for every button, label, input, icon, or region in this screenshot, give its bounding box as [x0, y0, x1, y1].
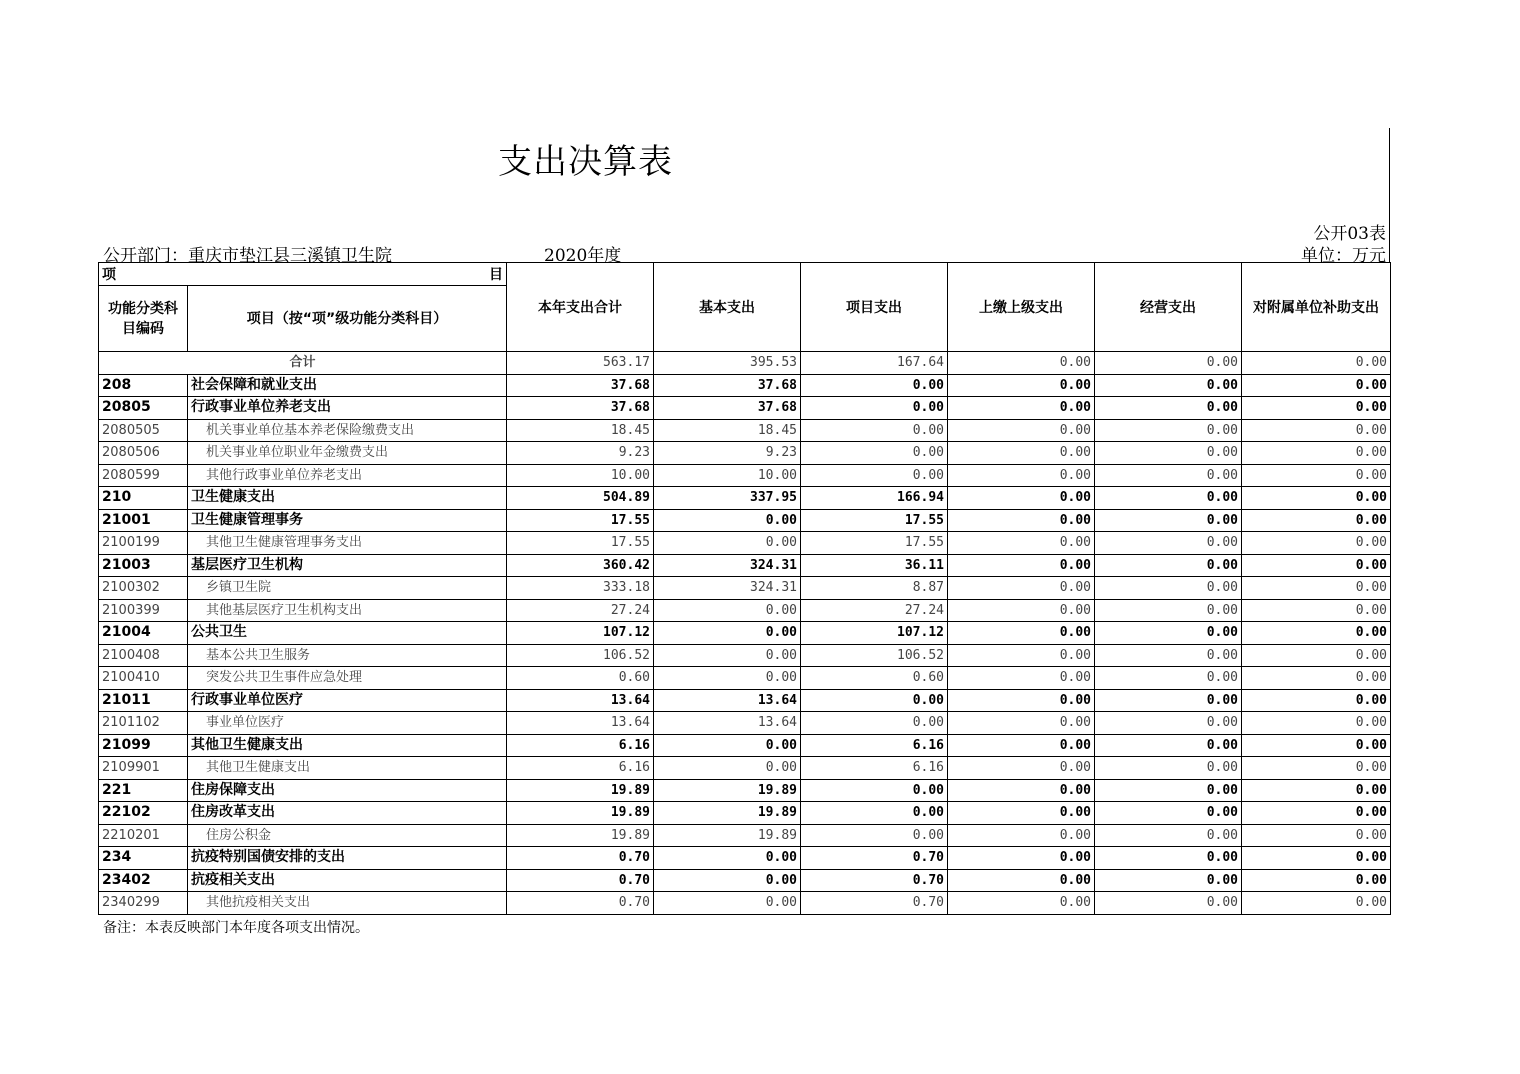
row-value: 0.00	[948, 734, 1095, 757]
row-value: 10.00	[654, 464, 801, 487]
row-value: 337.95	[654, 487, 801, 510]
col-header-subsidy: 对附属单位补助支出	[1242, 263, 1391, 352]
item-header-xiang: 项	[102, 267, 116, 283]
row-value: 8.87	[801, 577, 948, 600]
row-value: 0.00	[948, 757, 1095, 780]
page-title: 支出决算表	[498, 142, 673, 182]
col-header-name: 项目（按“项”级功能分类科目）	[188, 286, 507, 352]
table-row	[99, 779, 1391, 802]
total-cell: 0.00	[948, 352, 1095, 375]
row-value: 0.00	[801, 442, 948, 465]
row-value: 0.70	[507, 847, 654, 870]
row-name: 突发公共卫生事件应急处理	[188, 667, 507, 690]
table-row	[99, 487, 1391, 510]
row-value: 37.68	[507, 374, 654, 397]
row-value: 37.68	[654, 397, 801, 420]
row-value: 0.00	[801, 374, 948, 397]
row-value: 0.00	[1095, 689, 1242, 712]
row-value: 0.00	[654, 892, 801, 915]
row-code: 2101102	[99, 712, 188, 735]
row-name: 其他卫生健康支出	[188, 757, 507, 780]
row-value: 0.00	[801, 712, 948, 735]
row-code: 21011	[99, 689, 188, 712]
row-value: 0.60	[801, 667, 948, 690]
row-code: 2109901	[99, 757, 188, 780]
row-value: 0.00	[948, 892, 1095, 915]
row-code: 2100199	[99, 532, 188, 555]
row-value: 360.42	[507, 554, 654, 577]
row-value: 18.45	[507, 419, 654, 442]
row-value: 19.89	[654, 779, 801, 802]
row-value: 0.00	[1095, 554, 1242, 577]
row-value: 0.00	[1242, 892, 1391, 915]
row-value: 10.00	[507, 464, 654, 487]
row-value: 0.00	[948, 374, 1095, 397]
row-value: 0.00	[948, 577, 1095, 600]
footnote: 备注：本表反映部门本年度各项支出情况。	[103, 920, 369, 936]
row-value: 0.00	[948, 509, 1095, 532]
row-name: 乡镇卫生院	[188, 577, 507, 600]
row-value: 333.18	[507, 577, 654, 600]
row-code: 21004	[99, 622, 188, 645]
col-header-operating: 经营支出	[1095, 263, 1242, 352]
row-value: 19.89	[507, 802, 654, 825]
row-value: 0.00	[948, 644, 1095, 667]
table-row	[99, 577, 1391, 600]
total-cell: 395.53	[654, 352, 801, 375]
row-code: 2100408	[99, 644, 188, 667]
row-name: 社会保障和就业支出	[188, 374, 507, 397]
table-row	[99, 802, 1391, 825]
row-name: 机关事业单位基本养老保险缴费支出	[188, 419, 507, 442]
row-value: 0.00	[1242, 554, 1391, 577]
row-value: 19.89	[507, 779, 654, 802]
table-row	[99, 509, 1391, 532]
table-row	[99, 892, 1391, 915]
row-name: 其他基层医疗卫生机构支出	[188, 599, 507, 622]
row-value: 6.16	[801, 734, 948, 757]
row-value: 0.00	[948, 779, 1095, 802]
row-value: 0.00	[1242, 847, 1391, 870]
row-value: 0.00	[654, 847, 801, 870]
table-row	[99, 532, 1391, 555]
department-label: 公开部门：重庆市垫江县三溪镇卫生院	[103, 246, 392, 266]
table-row	[99, 824, 1391, 847]
row-value: 0.00	[1242, 487, 1391, 510]
row-value: 17.55	[507, 509, 654, 532]
row-value: 0.00	[948, 802, 1095, 825]
row-value: 0.00	[1242, 712, 1391, 735]
row-value: 0.70	[507, 892, 654, 915]
row-value: 107.12	[507, 622, 654, 645]
row-value: 107.12	[801, 622, 948, 645]
row-value: 0.00	[948, 599, 1095, 622]
row-value: 0.00	[1095, 667, 1242, 690]
row-code: 20805	[99, 397, 188, 420]
row-name: 其他卫生健康支出	[188, 734, 507, 757]
row-value: 0.00	[948, 419, 1095, 442]
col-header-code: 功能分类科目编码	[99, 286, 188, 352]
total-cell: 167.64	[801, 352, 948, 375]
row-value: 13.64	[507, 689, 654, 712]
row-value: 13.64	[654, 689, 801, 712]
row-value: 0.00	[948, 824, 1095, 847]
row-value: 0.00	[1095, 577, 1242, 600]
row-value: 0.00	[1242, 622, 1391, 645]
row-value: 37.68	[654, 374, 801, 397]
row-value: 0.00	[654, 757, 801, 780]
table-row	[99, 442, 1391, 465]
item-header-mu: 目	[489, 267, 503, 283]
table-row	[99, 644, 1391, 667]
row-value: 0.00	[654, 644, 801, 667]
table-row	[99, 374, 1391, 397]
row-code: 23402	[99, 869, 188, 892]
total-cell: 0.00	[1095, 352, 1242, 375]
row-value: 0.00	[1242, 509, 1391, 532]
row-value: 0.00	[1095, 824, 1242, 847]
row-value: 0.00	[654, 622, 801, 645]
row-value: 0.00	[948, 464, 1095, 487]
table-row	[99, 464, 1391, 487]
row-name: 抗疫特别国债安排的支出	[188, 847, 507, 870]
total-cell: 563.17	[507, 352, 654, 375]
total-row	[99, 352, 1391, 375]
total-cell: 0.00	[1242, 352, 1391, 375]
row-value: 324.31	[654, 577, 801, 600]
row-value: 0.00	[1242, 802, 1391, 825]
row-value: 0.00	[654, 667, 801, 690]
row-name: 行政事业单位养老支出	[188, 397, 507, 420]
row-value: 0.00	[1095, 622, 1242, 645]
row-value: 0.00	[1242, 869, 1391, 892]
row-value: 0.00	[801, 689, 948, 712]
col-header-basic: 基本支出	[654, 263, 801, 352]
table-row	[99, 712, 1391, 735]
row-value: 166.94	[801, 487, 948, 510]
row-value: 0.00	[1242, 644, 1391, 667]
fiscal-year: 2020年度	[544, 246, 622, 266]
row-value: 0.00	[1095, 802, 1242, 825]
row-value: 0.00	[1095, 892, 1242, 915]
row-value: 0.00	[801, 464, 948, 487]
row-value: 0.00	[1095, 419, 1242, 442]
row-value: 0.00	[1095, 487, 1242, 510]
row-value: 0.00	[1242, 779, 1391, 802]
row-value: 17.55	[507, 532, 654, 555]
row-value: 27.24	[801, 599, 948, 622]
row-code: 22102	[99, 802, 188, 825]
row-value: 0.00	[1242, 397, 1391, 420]
row-value: 0.70	[801, 847, 948, 870]
row-value: 0.00	[1242, 689, 1391, 712]
row-name: 行政事业单位医疗	[188, 689, 507, 712]
row-name: 卫生健康管理事务	[188, 509, 507, 532]
row-value: 0.00	[654, 599, 801, 622]
row-value: 0.00	[654, 734, 801, 757]
table-row	[99, 757, 1391, 780]
row-value: 0.00	[948, 397, 1095, 420]
row-code: 21099	[99, 734, 188, 757]
row-value: 0.60	[507, 667, 654, 690]
row-value: 13.64	[507, 712, 654, 735]
row-value: 0.00	[1242, 599, 1391, 622]
row-value: 0.00	[948, 689, 1095, 712]
row-value: 0.00	[801, 779, 948, 802]
table-row	[99, 667, 1391, 690]
row-value: 0.70	[507, 869, 654, 892]
col-header-project: 项目支出	[801, 263, 948, 352]
expenditure-table	[98, 262, 1391, 915]
row-value: 19.89	[507, 824, 654, 847]
row-value: 0.70	[801, 892, 948, 915]
row-value: 0.00	[1095, 532, 1242, 555]
table-row	[99, 734, 1391, 757]
row-value: 0.00	[948, 442, 1095, 465]
row-value: 37.68	[507, 397, 654, 420]
row-code: 2210201	[99, 824, 188, 847]
row-value: 0.00	[948, 622, 1095, 645]
row-name: 基层医疗卫生机构	[188, 554, 507, 577]
row-value: 0.00	[1095, 869, 1242, 892]
row-code: 2100399	[99, 599, 188, 622]
row-value: 6.16	[801, 757, 948, 780]
table-row	[99, 599, 1391, 622]
row-value: 0.00	[654, 509, 801, 532]
row-name: 其他抗疫相关支出	[188, 892, 507, 915]
table-row	[99, 847, 1391, 870]
col-header-total: 本年支出合计	[507, 263, 654, 352]
row-value: 0.00	[948, 847, 1095, 870]
row-value: 9.23	[654, 442, 801, 465]
row-value: 17.55	[801, 532, 948, 555]
row-value: 27.24	[507, 599, 654, 622]
row-value: 0.00	[948, 667, 1095, 690]
row-value: 0.00	[1095, 847, 1242, 870]
row-value: 0.00	[1242, 464, 1391, 487]
row-value: 0.00	[1095, 442, 1242, 465]
row-code: 208	[99, 374, 188, 397]
row-value: 6.16	[507, 734, 654, 757]
row-name: 抗疫相关支出	[188, 869, 507, 892]
row-value: 0.00	[654, 869, 801, 892]
row-value: 13.64	[654, 712, 801, 735]
row-value: 0.00	[1095, 509, 1242, 532]
row-value: 324.31	[654, 554, 801, 577]
row-code: 21001	[99, 509, 188, 532]
row-value: 0.00	[1242, 757, 1391, 780]
row-value: 0.00	[1095, 374, 1242, 397]
row-value: 106.52	[801, 644, 948, 667]
table-row	[99, 554, 1391, 577]
row-name: 其他行政事业单位养老支出	[188, 464, 507, 487]
col-header-remit-upper: 上缴上级支出	[948, 263, 1095, 352]
row-value: 0.00	[801, 802, 948, 825]
row-code: 221	[99, 779, 188, 802]
row-name: 住房改革支出	[188, 802, 507, 825]
row-value: 0.00	[654, 532, 801, 555]
row-value: 504.89	[507, 487, 654, 510]
row-value: 0.00	[948, 532, 1095, 555]
row-value: 0.00	[1242, 442, 1391, 465]
row-value: 0.70	[801, 869, 948, 892]
row-value: 0.00	[1242, 734, 1391, 757]
row-value: 0.00	[948, 869, 1095, 892]
row-value: 0.00	[1242, 667, 1391, 690]
row-value: 0.00	[1095, 599, 1242, 622]
row-name: 机关事业单位职业年金缴费支出	[188, 442, 507, 465]
total-label: 合计	[99, 352, 507, 375]
row-value: 0.00	[1095, 397, 1242, 420]
item-header	[99, 263, 507, 286]
row-value: 0.00	[948, 487, 1095, 510]
row-value: 0.00	[1242, 374, 1391, 397]
row-value: 18.45	[654, 419, 801, 442]
table-row	[99, 419, 1391, 442]
row-code: 2080505	[99, 419, 188, 442]
row-value: 0.00	[1095, 779, 1242, 802]
row-value: 0.00	[1242, 577, 1391, 600]
row-value: 36.11	[801, 554, 948, 577]
table-row	[99, 397, 1391, 420]
row-name: 事业单位医疗	[188, 712, 507, 735]
row-code: 21003	[99, 554, 188, 577]
row-name: 公共卫生	[188, 622, 507, 645]
row-value: 0.00	[1095, 734, 1242, 757]
row-name: 卫生健康支出	[188, 487, 507, 510]
row-code: 2100410	[99, 667, 188, 690]
table-row	[99, 869, 1391, 892]
row-value: 0.00	[801, 419, 948, 442]
row-value: 0.00	[1095, 757, 1242, 780]
row-value: 0.00	[801, 824, 948, 847]
row-name: 住房保障支出	[188, 779, 507, 802]
row-name: 基本公共卫生服务	[188, 644, 507, 667]
row-value: 0.00	[1095, 712, 1242, 735]
row-value: 19.89	[654, 802, 801, 825]
unit-label: 单位：万元	[1301, 246, 1386, 266]
row-value: 19.89	[654, 824, 801, 847]
row-value: 6.16	[507, 757, 654, 780]
row-value: 0.00	[1242, 419, 1391, 442]
row-value: 17.55	[801, 509, 948, 532]
row-value: 0.00	[1095, 464, 1242, 487]
row-code: 2080599	[99, 464, 188, 487]
row-value: 0.00	[948, 712, 1095, 735]
right-border-line	[1389, 128, 1390, 262]
row-value: 0.00	[948, 554, 1095, 577]
row-code: 2080506	[99, 442, 188, 465]
row-value: 0.00	[1095, 644, 1242, 667]
table-row	[99, 622, 1391, 645]
row-value: 0.00	[1242, 532, 1391, 555]
row-value: 106.52	[507, 644, 654, 667]
row-code: 2340299	[99, 892, 188, 915]
row-name: 住房公积金	[188, 824, 507, 847]
form-number: 公开03表	[1313, 224, 1386, 244]
row-code: 2100302	[99, 577, 188, 600]
row-value: 0.00	[801, 397, 948, 420]
row-code: 234	[99, 847, 188, 870]
row-value: 0.00	[1242, 824, 1391, 847]
table-row	[99, 689, 1391, 712]
row-name: 其他卫生健康管理事务支出	[188, 532, 507, 555]
row-code: 210	[99, 487, 188, 510]
row-value: 9.23	[507, 442, 654, 465]
